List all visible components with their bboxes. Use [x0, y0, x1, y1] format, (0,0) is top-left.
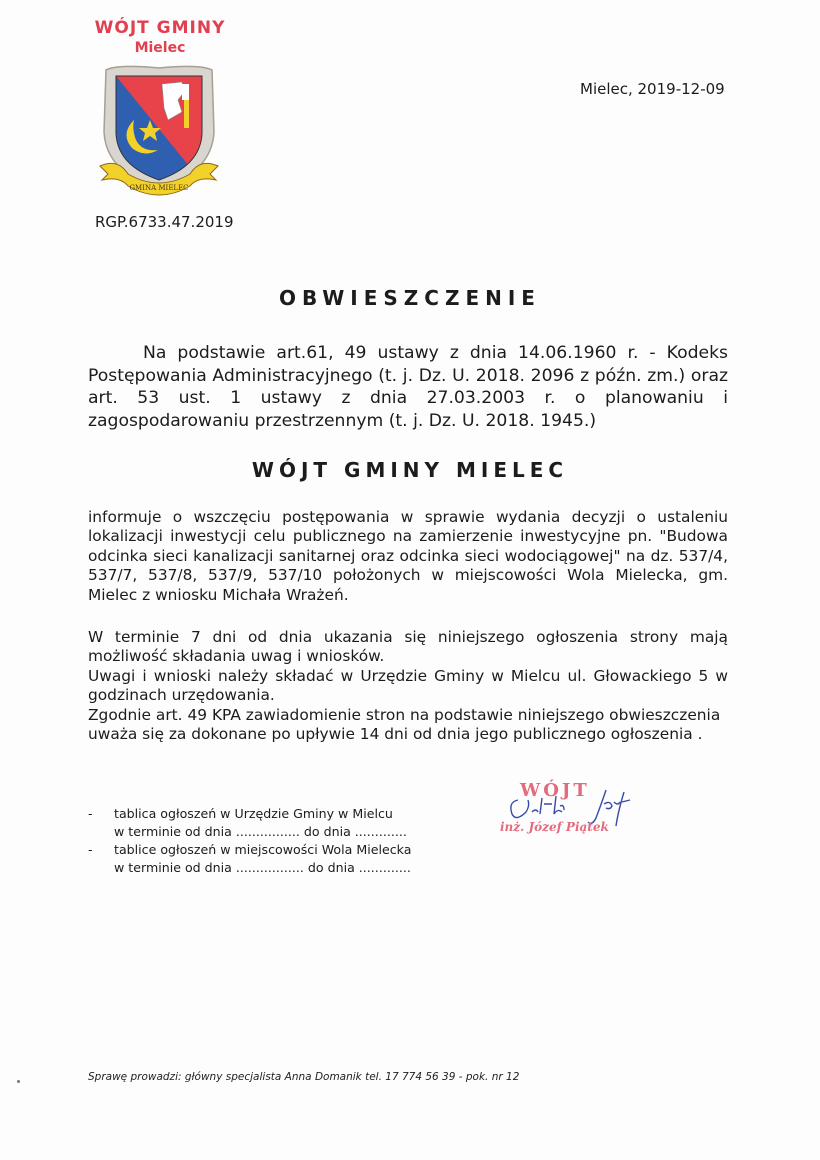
scan-speck: [17, 1080, 20, 1083]
coat-of-arms-icon: [98, 62, 220, 204]
case-reference-number: RGP.6733.47.2019: [95, 213, 234, 231]
posting-period: w terminie od dnia ................ do dnia .............: [114, 824, 407, 839]
submission-paragraph: Uwagi i wnioski należy składać w Urzędzie Gminy w Mielcu ul. Głowackiego 5 w godzinach urzędowania.: [88, 666, 728, 705]
posting-item: [88, 805, 411, 823]
stamp-name: inż. Józef Piątek: [500, 820, 609, 834]
notification-paragraph: Zgodnie art. 49 KPA zawiadomienie stron na podstawie niniejszego obwieszczenia uważa się za dokonane po upływie 14 dni od dnia jego publicznego ogłoszenia .: [88, 705, 721, 744]
posting-period: w terminie od dnia ................. do dnia .............: [114, 860, 411, 875]
posting-locations-list: [88, 805, 411, 877]
issuer-town: Mielec: [134, 40, 186, 56]
legal-basis-paragraph: Na podstawie art.61, 49 ustawy z dnia 14.06.1960 r. - Kodeks Postępowania Administracyjnego (t. j. Dz. U. 2018. 2096 z późn. zm.) oraz art. 53 ust. 1 ustawy z dnia 27.03.2003 r. o planowaniu i zagospodarowaniu przestrzennym (t. j. Dz. U. 2018. 1945.): [88, 343, 728, 431]
issuer-title: WÓJT GMINY: [94, 18, 226, 38]
list-bullet: -: [88, 842, 93, 857]
list-bullet: -: [88, 806, 93, 821]
issuing-authority-heading: WÓJT GMINY MIELEC: [251, 458, 569, 482]
document-date: Mielec, 2019-12-09: [580, 80, 725, 98]
stamp-title: WÓJT: [520, 780, 590, 801]
case-handler-footer: Sprawę prowadzi: główny specjalista Anna Domanik tel. 17 774 56 39 - pok. nr 12: [88, 1071, 520, 1083]
svg-text:GMINA MIELEC: GMINA MIELEC: [129, 184, 189, 192]
notice-paragraph: informuje o wszczęciu postępowania w sprawie wydania decyzji o ustaleniu lokalizacji inwestycji celu publicznego na zamierzenie inwestycyjne pn. "Budowa odcinka sieci kanalizacji sanitarnej oraz odcinka sieci wodociągowej" na dz. 537/4, 537/7, 537/8, 537/9, 537/10 położonych w miejscowości Wola Mielecka, gm. Mielec z wniosku Michała Wrażeń.: [88, 508, 728, 604]
posting-place: tablica ogłoszeń w Urzędzie Gminy w Mielcu: [114, 806, 393, 821]
posting-item: [88, 841, 411, 859]
notice-instructions: [88, 628, 728, 744]
posting-place: tablice ogłoszeń w miejscowości Wola Mielecka: [114, 842, 412, 857]
signature-stamp: [498, 780, 648, 840]
deadline-paragraph: W terminie 7 dni od dnia ukazania się niniejszego ogłoszenia strony mają możliwość składania uwag i wniosków.: [88, 628, 728, 666]
document-title: OBWIESZCZENIE: [279, 286, 541, 310]
issuer-heading: [60, 18, 260, 56]
